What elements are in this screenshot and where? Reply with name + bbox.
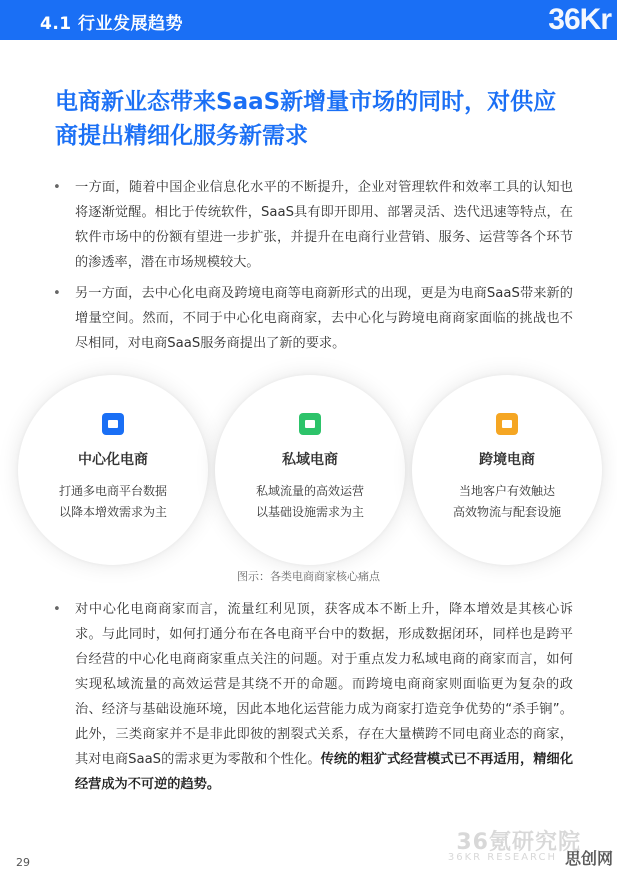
card-title: 跨境电商 <box>479 452 535 468</box>
card-line: 打通多电商平台数据 <box>58 484 167 498</box>
bullet-list-top <box>53 175 573 356</box>
watermark-logo: 36氪研究院 <box>456 830 581 855</box>
watermark-subtitle: 36KR RESEARCH <box>447 852 557 863</box>
bullet-bold-conclusion: 传统的粗犷式经营模式已不再适用，精细化经营成为不可逆的趋势。 <box>75 752 574 792</box>
image-icon <box>102 413 124 435</box>
card-line: 以基础设施需求为主 <box>255 505 364 519</box>
site-watermark: 思创网 <box>564 849 613 868</box>
card-title: 私域电商 <box>282 452 338 468</box>
card-cross-border-ecommerce <box>412 375 602 565</box>
page-headline: 电商新业态带来SaaS新增量市场的同时，对供应商提出精细化服务新需求 <box>55 89 557 149</box>
bullet-text: 另一方面，去中心化电商及跨境电商等电商新形式的出现，更是为电商SaaS带来新的增量空间。然而，不同于中心化电商商家，去中心化与跨境电商商家面临的挑战也不尽相同，对电商SaaS服务商提出了新的要求。 <box>75 286 573 351</box>
bullet-dot-icon: • <box>53 602 61 617</box>
list-item <box>53 597 573 797</box>
list-item <box>53 281 573 356</box>
section-title: 4.1 行业发展趋势 <box>40 14 184 34</box>
card-centralized-ecommerce <box>18 375 208 565</box>
bullet-dot-icon: • <box>53 286 61 301</box>
chat-icon <box>299 413 321 435</box>
page-number: 29 <box>16 856 30 869</box>
pain-point-cards <box>0 370 617 560</box>
brand-logo: 36Kr <box>548 3 611 36</box>
shop-icon <box>496 413 518 435</box>
card-line: 高效物流与配套设施 <box>452 505 561 519</box>
list-item <box>53 175 573 275</box>
bullet-text: 一方面，随着中国企业信息化水平的不断提升，企业对管理软件和效率工具的认知也将逐渐觉醒。相比于传统软件，SaaS具有即开即用、部署灵活、迭代迅速等特点，在软件市场中的份额有望进一步扩张，并提升在电商行业营销、服务、运营等各个环节的渗透率，潜在市场规模较大。 <box>75 180 573 270</box>
card-line: 私域流量的高效运营 <box>255 484 364 498</box>
card-line: 当地客户有效触达 <box>458 484 555 498</box>
card-description <box>215 481 405 523</box>
card-title: 中心化电商 <box>78 452 148 468</box>
card-description <box>412 481 602 523</box>
bullet-list-bottom <box>53 597 573 797</box>
bullet-dot-icon: • <box>53 180 61 195</box>
header-bar <box>0 0 617 40</box>
figure-caption: 图示：各类电商商家核心痛点 <box>237 570 380 583</box>
card-description <box>18 481 208 523</box>
card-line: 以降本增效需求为主 <box>58 505 167 519</box>
bullet-text: 对中心化电商商家而言，流量红利见顶，获客成本不断上升，降本增效是其核心诉求。与此同时，如何打通分布在各电商平台中的数据，形成数据闭环，同样也是跨平台经营的中心化电商商家重点关注的问题。对于重点发力私域电商的商家而言，如何实现私域流量的高效运营是其绕不开的命题。而跨境电商商家则面临更为复杂的政治、经济与基础设施环境，因此本地化运营能力成为商家打造竞争优势的“杀手锏”。此外，三类商家并不是非此即彼的割裂式关系，存在大量横跨不同电商业态的商家，其对电商SaaS的需求更为零散和个性化。 <box>75 602 573 767</box>
card-private-domain-ecommerce <box>215 375 405 565</box>
